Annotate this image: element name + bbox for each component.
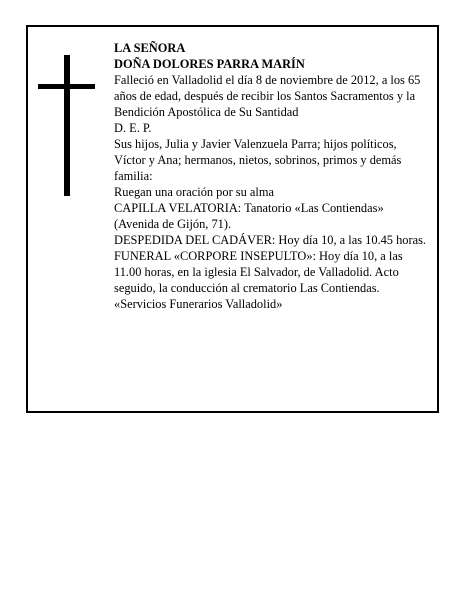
death-announcement: Falleció en Valladolid el día 8 de noviembre de 2012, a los 65 años de edad, después de recibir los Santos Sacramentos y la Bendición Apostólica de Su Santidad xyxy=(114,73,421,119)
farewell-info: DESPEDIDA DEL CADÁVER: Hoy día 10, a las 10.45 horas. xyxy=(114,233,427,247)
deceased-name: DOÑA DOLORES PARRA MARÍN xyxy=(114,57,305,71)
chapel-info: CAPILLA VELATORIA: Tanatorio «Las Contiendas» (Avenida de Gijón, 71). xyxy=(114,201,384,231)
notice-text xyxy=(114,40,429,312)
rip-line: D. E. P. xyxy=(114,121,152,135)
cross-vertical-bar xyxy=(64,55,70,196)
family-list: Sus hijos, Julia y Javier Valenzuela Parra; hijos políticos, Víctor y Ana; hermanos, nietos, sobrinos, primos y demás familia: xyxy=(114,137,402,183)
funeral-services-name: «Servicios Funerarios Valladolid» xyxy=(114,297,283,311)
prayer-request: Ruegan una oración por su alma xyxy=(114,185,274,199)
cross-horizontal-bar xyxy=(38,84,95,89)
notice-title: LA SEÑORA xyxy=(114,41,186,55)
funeral-info: FUNERAL «CORPORE INSEPULTO»: Hoy día 10, a las 11.00 horas, en la iglesia El Salvador, de Valladolid. Acto seguido, la conducción al crematorio Las Contiendas. xyxy=(114,249,403,295)
